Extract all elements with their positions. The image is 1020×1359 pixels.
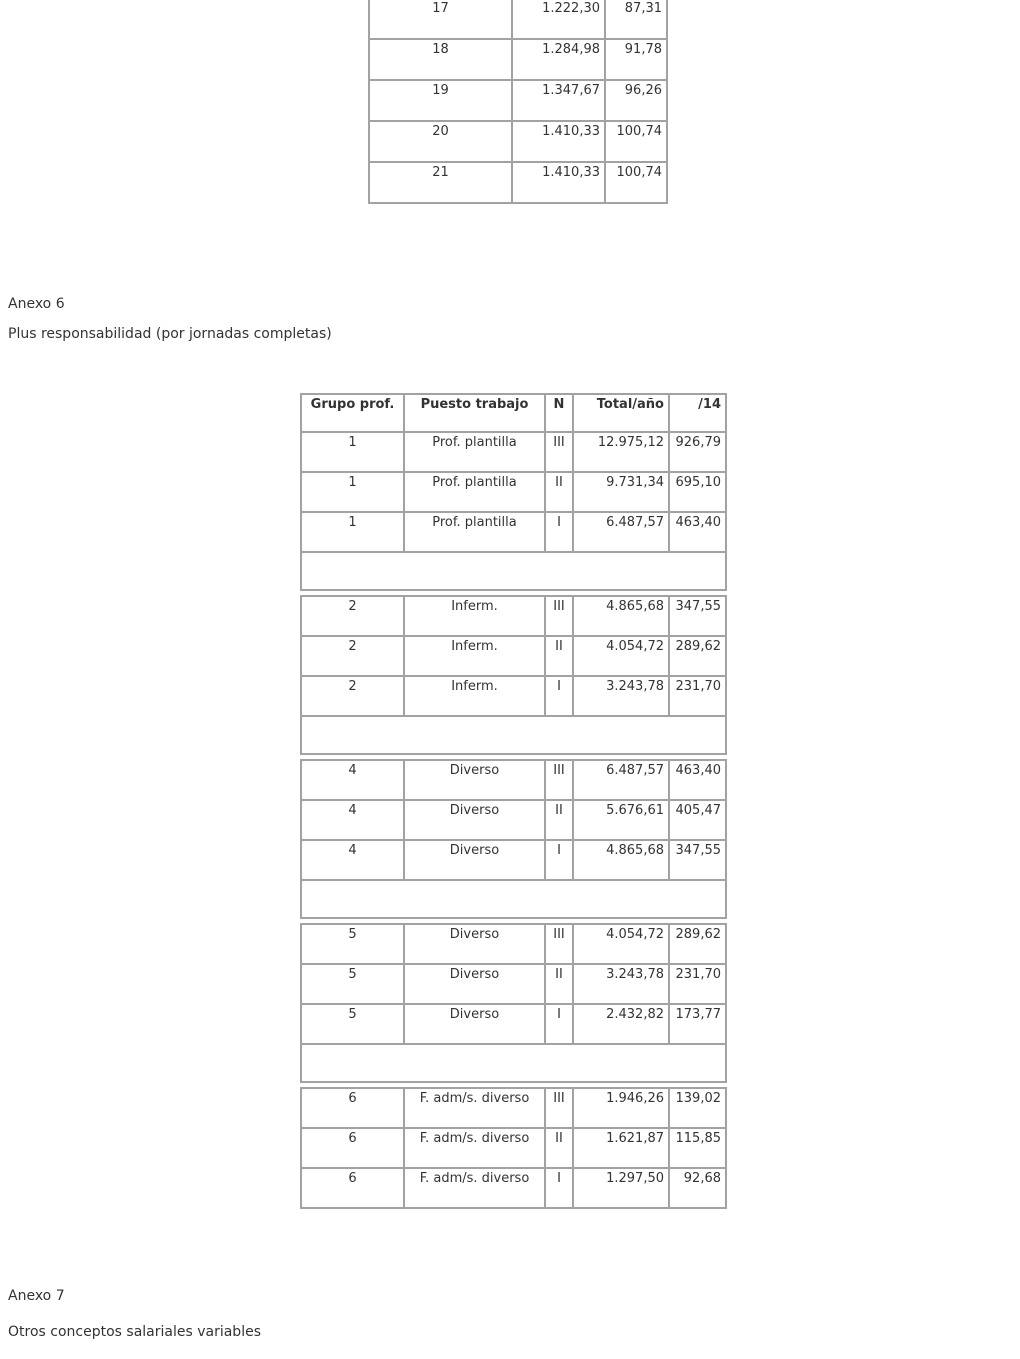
table-cell: I (545, 512, 573, 552)
table-cell: Prof. plantilla (404, 432, 545, 472)
table-cell: 6.487,57 (573, 760, 669, 800)
table-cell: III (545, 760, 573, 800)
table-cell: 20 (369, 121, 512, 162)
table-row (369, 80, 667, 121)
table-row (301, 840, 726, 880)
plus-responsabilidad-table-block (300, 1087, 727, 1209)
table-cell: 2 (301, 676, 404, 716)
table-cell: II (545, 636, 573, 676)
table-cell: 1.946,26 (573, 1088, 669, 1128)
table-cell: 1.410,33 (512, 162, 605, 203)
table-cell: 5 (301, 924, 404, 964)
table-cell: 1 (301, 512, 404, 552)
table-cell: F. adm/s. diverso (404, 1128, 545, 1168)
spacer-row (301, 880, 726, 918)
column-header: N (545, 394, 573, 432)
salary-scale-table-container (368, 0, 668, 204)
table-cell: F. adm/s. diverso (404, 1168, 545, 1208)
anexo6-title: Anexo 6 (8, 296, 65, 312)
table-row (301, 924, 726, 964)
table-cell: 2 (301, 636, 404, 676)
table-cell: II (545, 1128, 573, 1168)
table-row (301, 1004, 726, 1044)
table-cell: 6 (301, 1088, 404, 1128)
table-cell: Diverso (404, 964, 545, 1004)
table-cell: Prof. plantilla (404, 472, 545, 512)
table-cell: 2 (301, 596, 404, 636)
table-cell: 2.432,82 (573, 1004, 669, 1044)
table-cell: Diverso (404, 760, 545, 800)
table-cell: 1.284,98 (512, 39, 605, 80)
table-cell: 96,26 (605, 80, 667, 121)
table-cell: Inferm. (404, 636, 545, 676)
table-cell: 18 (369, 39, 512, 80)
table-cell: III (545, 432, 573, 472)
table-cell: 4.865,68 (573, 840, 669, 880)
table-cell: 5 (301, 1004, 404, 1044)
table-cell: I (545, 1168, 573, 1208)
table-cell: 21 (369, 162, 512, 203)
table-cell: 231,70 (669, 676, 726, 716)
spacer-cell (301, 716, 726, 754)
table-cell: 463,40 (669, 760, 726, 800)
plus-responsabilidad-table-block (300, 393, 727, 591)
table-row (301, 800, 726, 840)
table-cell: 1 (301, 432, 404, 472)
table-cell: 6 (301, 1128, 404, 1168)
table-cell: 5 (301, 964, 404, 1004)
table-cell: II (545, 964, 573, 1004)
table-cell: 100,74 (605, 121, 667, 162)
table-cell: 139,02 (669, 1088, 726, 1128)
table-cell: 9.731,34 (573, 472, 669, 512)
table-row (301, 636, 726, 676)
table-cell: 1.347,67 (512, 80, 605, 121)
table-cell: 4 (301, 800, 404, 840)
spacer-cell (301, 552, 726, 590)
table-cell: 5.676,61 (573, 800, 669, 840)
table-row (301, 512, 726, 552)
table-cell: 347,55 (669, 596, 726, 636)
table-cell: 6.487,57 (573, 512, 669, 552)
table-cell: Diverso (404, 1004, 545, 1044)
spacer-cell (301, 880, 726, 918)
table-cell: I (545, 840, 573, 880)
table-cell: 17 (369, 0, 512, 39)
table-cell: 1.621,87 (573, 1128, 669, 1168)
table-cell: 12.975,12 (573, 432, 669, 472)
table-row (301, 472, 726, 512)
table-cell: F. adm/s. diverso (404, 1088, 545, 1128)
table-row (369, 162, 667, 203)
table-cell: Prof. plantilla (404, 512, 545, 552)
column-header: Puesto trabajo (404, 394, 545, 432)
table-cell: 3.243,78 (573, 676, 669, 716)
column-header: Total/año (573, 394, 669, 432)
table-cell: 92,68 (669, 1168, 726, 1208)
table-cell: 926,79 (669, 432, 726, 472)
column-header: /14 (669, 394, 726, 432)
table-cell: 3.243,78 (573, 964, 669, 1004)
table-cell: 4.054,72 (573, 636, 669, 676)
anexo7-subtitle: Otros conceptos salariales variables (8, 1324, 261, 1340)
table-row (369, 39, 667, 80)
table-cell: I (545, 676, 573, 716)
table-row (301, 964, 726, 1004)
table-cell: 1.297,50 (573, 1168, 669, 1208)
table-cell: 405,47 (669, 800, 726, 840)
spacer-row (301, 552, 726, 590)
table-cell: 347,55 (669, 840, 726, 880)
table-cell: 4.865,68 (573, 596, 669, 636)
spacer-row (301, 716, 726, 754)
anexo6-subtitle: Plus responsabilidad (por jornadas completas) (8, 326, 332, 342)
table-row (301, 432, 726, 472)
anexo7-title: Anexo 7 (8, 1288, 65, 1304)
table-row (369, 121, 667, 162)
table-cell: 4 (301, 840, 404, 880)
table-cell: I (545, 1004, 573, 1044)
spacer-row (301, 1044, 726, 1082)
table-cell: 100,74 (605, 162, 667, 203)
table-cell: 19 (369, 80, 512, 121)
table-cell: 231,70 (669, 964, 726, 1004)
table-cell: 463,40 (669, 512, 726, 552)
table-cell: II (545, 800, 573, 840)
plus-responsabilidad-table-block (300, 595, 727, 755)
table-cell: Inferm. (404, 676, 545, 716)
plus-responsabilidad-table-container (300, 393, 727, 1213)
table-cell: 695,10 (669, 472, 726, 512)
table-row (301, 760, 726, 800)
table-cell: 87,31 (605, 0, 667, 39)
table-cell: 289,62 (669, 636, 726, 676)
table-cell: Diverso (404, 800, 545, 840)
table-row (301, 394, 726, 432)
table-cell: 1 (301, 472, 404, 512)
table-cell: 6 (301, 1168, 404, 1208)
table-cell: Diverso (404, 840, 545, 880)
table-row (369, 0, 667, 39)
table-cell: 4.054,72 (573, 924, 669, 964)
table-cell: 289,62 (669, 924, 726, 964)
table-cell: Diverso (404, 924, 545, 964)
table-cell: III (545, 596, 573, 636)
table-row (301, 596, 726, 636)
table-cell: 1.410,33 (512, 121, 605, 162)
table-cell: III (545, 1088, 573, 1128)
column-header: Grupo prof. (301, 394, 404, 432)
table-cell: 115,85 (669, 1128, 726, 1168)
table-cell: 173,77 (669, 1004, 726, 1044)
table-row (301, 1088, 726, 1128)
table-row (301, 1128, 726, 1168)
table-row (301, 676, 726, 716)
table-cell: III (545, 924, 573, 964)
spacer-cell (301, 1044, 726, 1082)
plus-responsabilidad-table-block (300, 759, 727, 919)
table-cell: II (545, 472, 573, 512)
table-row (301, 1168, 726, 1208)
salary-scale-table (368, 0, 668, 204)
table-cell: Inferm. (404, 596, 545, 636)
table-cell: 91,78 (605, 39, 667, 80)
table-cell: 4 (301, 760, 404, 800)
plus-responsabilidad-table-block (300, 923, 727, 1083)
table-cell: 1.222,30 (512, 0, 605, 39)
